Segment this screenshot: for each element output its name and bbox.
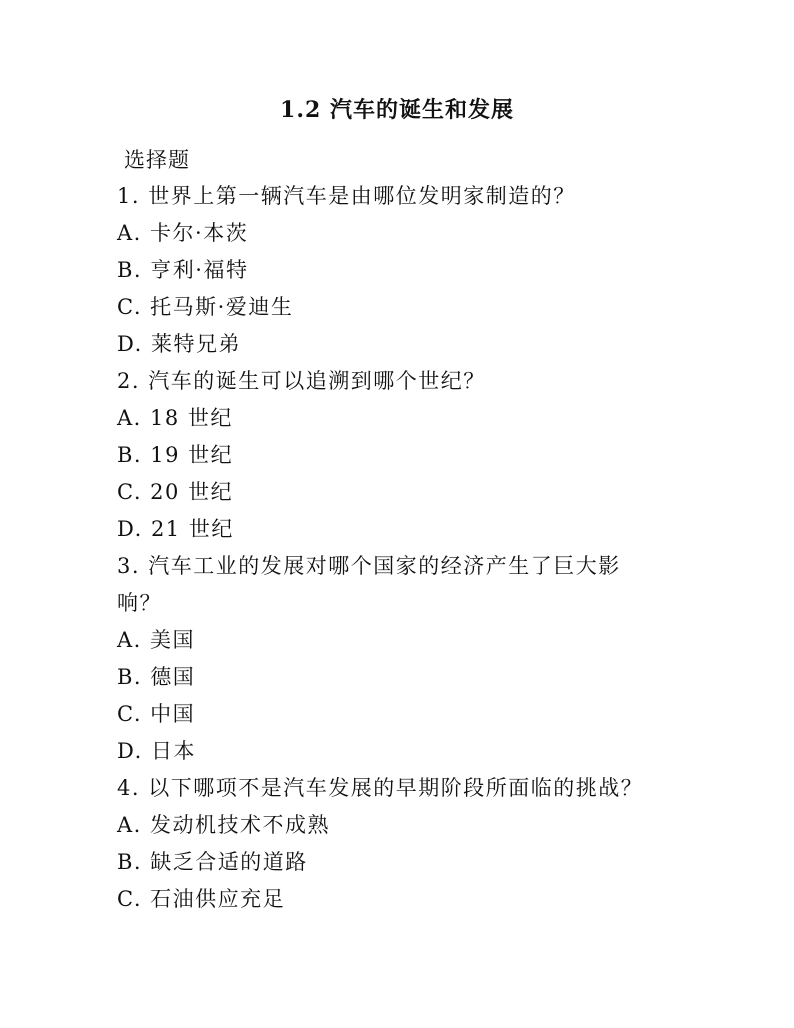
question-3-option-c: C. 中国 [117, 702, 196, 726]
question-1-option-d: D. 莱特兄弟 [117, 332, 241, 356]
question-2-option-c: C. 20 世纪 [117, 480, 234, 504]
question-4-text: 4. 以下哪项不是汽车发展的早期阶段所面临的挑战？ [117, 776, 644, 800]
question-3-option-a: A. 美国 [117, 628, 196, 652]
question-2-text: 2. 汽车的诞生可以追溯到哪个世纪？ [117, 369, 486, 393]
question-1-option-b: B. 亨利·福特 [117, 258, 249, 282]
question-2-option-d: D. 21 世纪 [117, 517, 234, 541]
question-1-option-a: A. 卡尔·本茨 [117, 221, 249, 245]
section-label: 选择题 [124, 148, 190, 172]
question-3-text-continued: 响？ [117, 591, 162, 615]
question-3-text: 3. 汽车工业的发展对哪个国家的经济产生了巨大影 [117, 554, 621, 578]
question-4-option-c: C. 石油供应充足 [117, 887, 286, 911]
question-3-option-d: D. 日本 [117, 739, 196, 763]
question-4-option-a: A. 发动机技术不成熟 [117, 813, 331, 837]
question-body [117, 178, 717, 918]
question-1-option-c: C. 托马斯·爱迪生 [117, 295, 294, 319]
question-2-option-a: A. 18 世纪 [117, 406, 233, 430]
document-title: 1.2 汽车的诞生和发展 [280, 97, 514, 123]
question-4-option-b: B. 缺乏合适的道路 [117, 850, 308, 874]
question-1-text: 1. 世界上第一辆汽车是由哪位发明家制造的？ [117, 184, 576, 208]
question-2-option-b: B. 19 世纪 [117, 443, 234, 467]
question-3-option-b: B. 德国 [117, 665, 196, 689]
